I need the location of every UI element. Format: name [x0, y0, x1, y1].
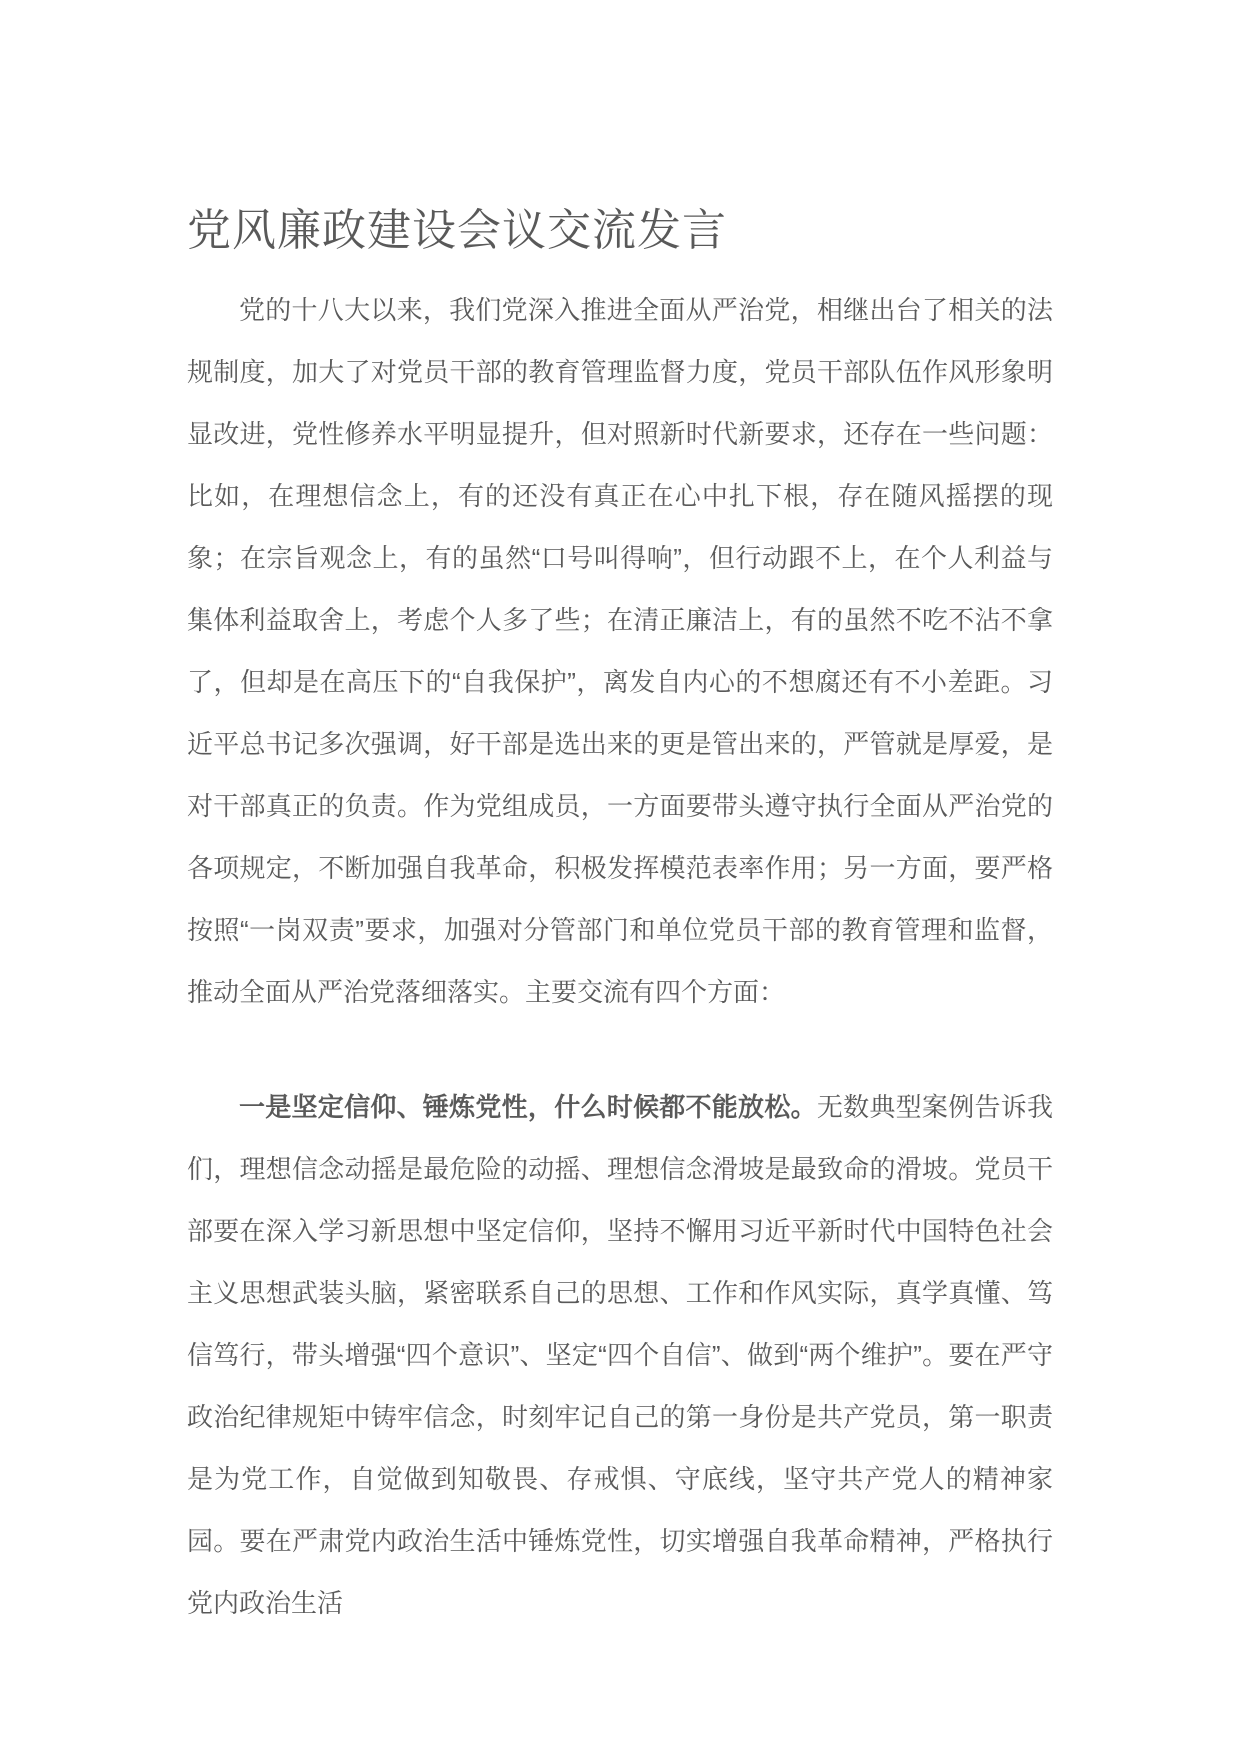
document-content — [187, 200, 1053, 1687]
paragraph-point-one-lead-bold: 一是坚定信仰、锤炼党性，什么时候都不能放松。 — [239, 1092, 817, 1122]
paragraph-point-one-text: 无数典型案例告诉我们，理想信念动摇是最危险的动摇、理想信念滑坡是最致命的滑坡。党员干部要在深入学习新思想中坚定信仰，坚持不懈用习近平新时代中国特色社会主义思想武装头脑，紧密联系自己的思想、工作和作风实际，真学真懂、笃信笃行，带头增强“四个意识”、坚定“四个自信”、做到“两个维护”。要在严守政治纪律规矩中铸牢信念，时刻牢记自己的第一身份是共产党员，第一职责是为党工作，自觉做到知敬畏、存戒惧、守底线，坚守共产党人的精神家园。要在严肃党内政治生活中锤炼党性，切实增强自我革命精神，严格执行党内政治生活 — [187, 1092, 1053, 1618]
paragraph-intro-text: 党的十八大以来，我们党深入推进全面从严治党，相继出台了相关的法规制度，加大了对党员干部的教育管理监督力度，党员干部队伍作风形象明显改进，党性修养水平明显提升，但对照新时代新要求，还存在一些问题：比如，在理想信念上，有的还没有真正在心中扎下根，存在随风摇摆的现象；在宗旨观念上，有的虽然“口号叫得响”，但行动跟不上，在个人利益与集体利益取舍上，考虑个人多了些；在清正廉洁上，有的虽然不吃不沾不拿了，但却是在高压下的“自我保护”，离发自内心的不想腐还有不小差距。习近平总书记多次强调，好干部是选出来的更是管出来的，严管就是厚爱，是对干部真正的负责。作为党组成员，一方面要带头遵守执行全面从严治党的各项规定，不断加强自我革命，积极发挥模范表率作用；另一方面，要严格按照“一岗双责”要求，加强对分管部门和单位党员干部的教育管理和监督，推动全面从严治党落细落实。主要交流有四个方面： — [187, 295, 1053, 1007]
document-title: 党风廉政建设会议交流发言 — [187, 206, 727, 255]
paragraph-point-one — [187, 1076, 1053, 1634]
paragraph-intro — [187, 279, 1053, 1023]
